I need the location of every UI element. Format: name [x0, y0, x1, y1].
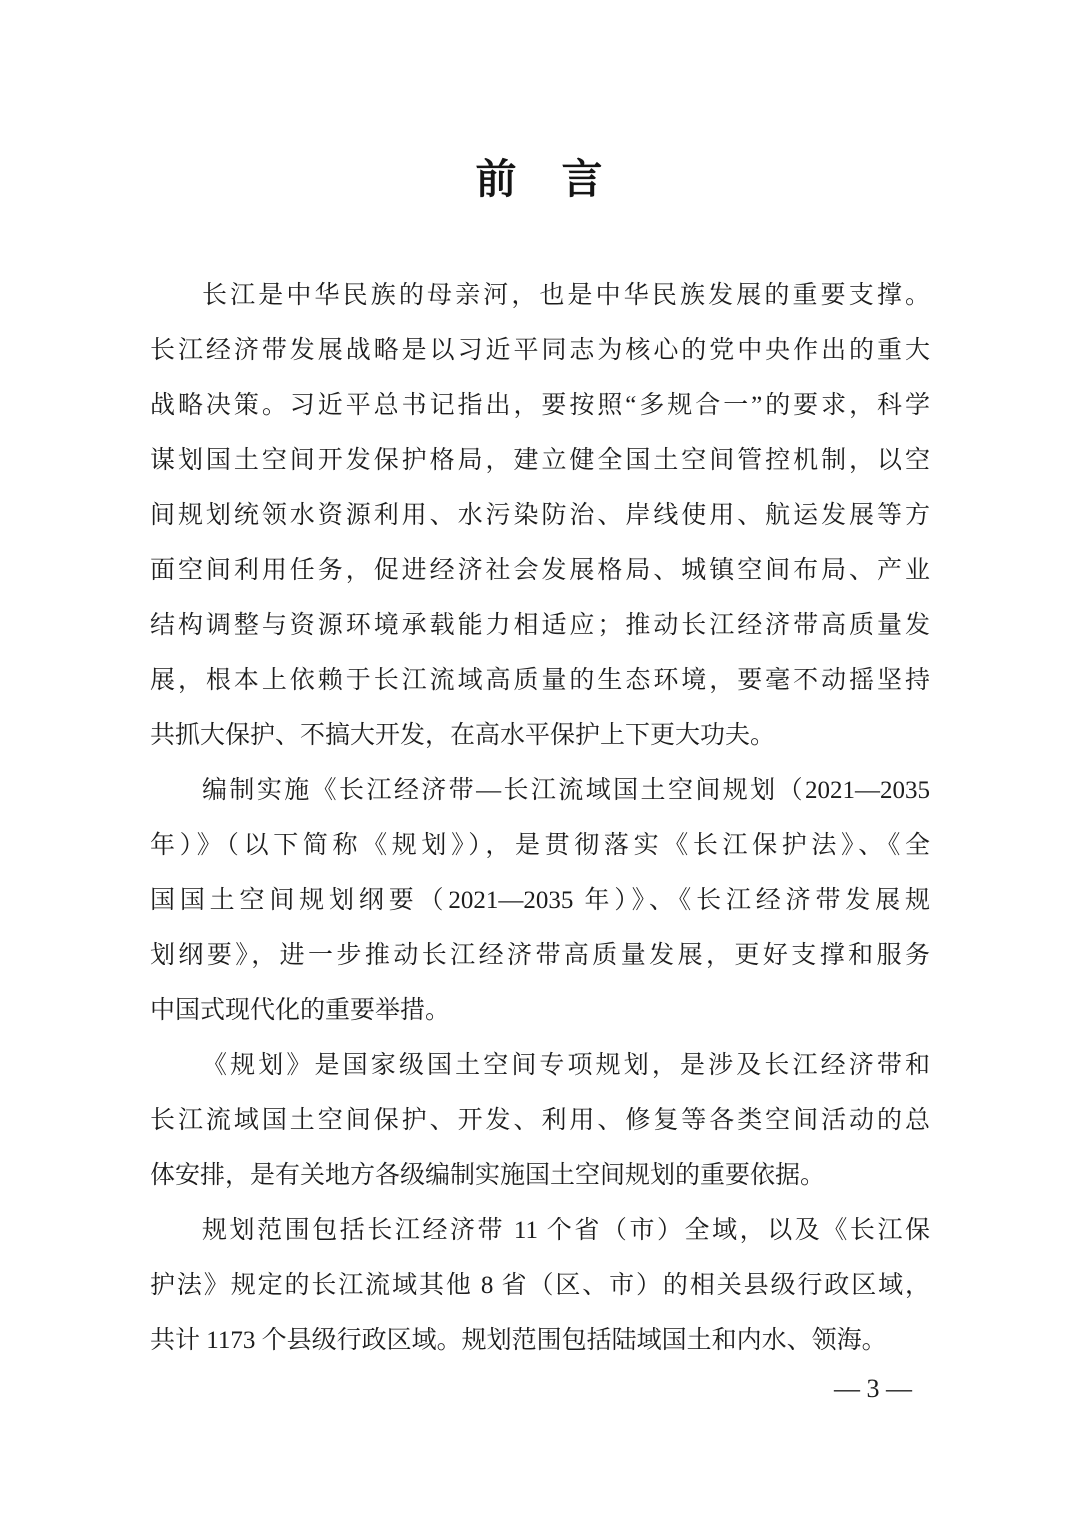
text-line: 体安排，是有关地方各级编制实施国土空间规划的重要依据。 — [150, 1162, 826, 1189]
text-line: 《规划》是国家级国土空间专项规划，是涉及长江经济带和 — [202, 1052, 930, 1079]
text-line: 战略决策。习近平总书记指出，要按照“多规合一”的要求，科学 — [150, 392, 930, 419]
text-line: 国国土空间规划纲要（2021—2035 年）》、《长江经济带发展规 — [150, 887, 930, 914]
text-line: 编制实施《长江经济带—长江流域国土空间规划（2021—2035 — [202, 777, 930, 804]
page-number: — 3 — — [834, 1374, 912, 1403]
text-line: 长江是中华民族的母亲河，也是中华民族发展的重要支撑。 — [202, 282, 930, 309]
page-title: 前 言 — [475, 156, 605, 202]
text-line: 谋划国土空间开发保护格局，建立健全国土空间管控机制，以空 — [150, 447, 930, 474]
text-line: 长江流域国土空间保护、开发、利用、修复等各类空间活动的总 — [150, 1107, 930, 1134]
text-line: 面空间利用任务，促进经济社会发展格局、城镇空间布局、产业 — [150, 557, 930, 584]
text-line: 护法》规定的长江流域其他 8 省（区、市）的相关县级行政区域， — [150, 1272, 930, 1299]
text-line: 展，根本上依赖于长江流域高质量的生态环境，要毫不动摇坚持 — [150, 667, 930, 694]
text-line: 结构调整与资源环境承载能力相适应；推动长江经济带高质量发 — [150, 612, 930, 639]
text-line: 年）》（以下简称《规划》），是贯彻落实《长江保护法》、《全 — [150, 832, 930, 859]
text-line: 共抓大保护、不搞大开发，在高水平保护上下更大功夫。 — [150, 722, 776, 749]
document-body — [150, 268, 930, 1368]
text-line: 共计 1173 个县级行政区域。规划范围包括陆域国土和内水、领海。 — [150, 1327, 887, 1354]
text-line: 划纲要》，进一步推动长江经济带高质量发展，更好支撑和服务 — [150, 942, 930, 969]
text-line: 长江经济带发展战略是以习近平同志为核心的党中央作出的重大 — [150, 337, 930, 364]
text-line: 中国式现代化的重要举措。 — [150, 997, 451, 1024]
text-line: 间规划统领水资源利用、水污染防治、岸线使用、航运发展等方 — [150, 502, 930, 529]
text-line: 规划范围包括长江经济带 11 个省（市）全域，以及《长江保 — [202, 1217, 930, 1244]
